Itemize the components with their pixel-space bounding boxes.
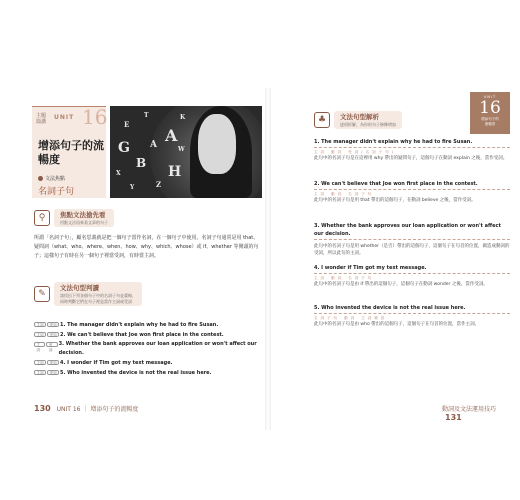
unit-title: 增添句子的流暢度 xyxy=(38,139,104,166)
photo-letter: A xyxy=(150,140,157,150)
left-footer: 130 UNIT 16 ｜ 增添句子的流暢度 xyxy=(34,404,139,413)
photo-letter: B xyxy=(136,156,147,170)
side-number: 16 xyxy=(479,98,501,118)
focus-section-head xyxy=(34,208,114,228)
practice-title: 文法句型判讀 xyxy=(60,284,99,292)
cards-icon: ♣ xyxy=(314,112,330,128)
subject-tag: 主詞 xyxy=(34,322,46,327)
footer-title: 增添句子的流暢度 xyxy=(90,406,139,413)
photo-letter: H xyxy=(168,164,182,180)
focus-title: 焦點文法搶先看 xyxy=(60,211,106,219)
photo-letter: X xyxy=(116,170,121,177)
photo-letter: G xyxy=(118,140,130,156)
object-tag: 受詞 xyxy=(47,360,59,365)
subject-tag: 主詞 xyxy=(34,360,46,365)
photo-letter: T xyxy=(144,112,149,119)
book-gutter xyxy=(265,88,271,430)
photo-face xyxy=(198,114,236,174)
analysis-subtitle: 逐項拆解，為你的句子修飾增加 xyxy=(340,122,396,127)
photo-letter: Y xyxy=(130,184,135,191)
photo-letter: E xyxy=(124,120,130,129)
object-tag: 受詞 xyxy=(47,322,59,327)
page-number: 131 xyxy=(445,413,462,422)
intro-paragraph: 所謂「名詞子句」，顧名思義就是把一個句子當作名詞，在一個句子中使用。名詞子句通常是用 that、疑問詞（what、who、where、when、how、why、which、whose）或 if、whether 等開頭的句子；這樣句子有時在另一個句子裡當受詞，有時當主詞。 xyxy=(34,235,259,259)
clipboard-icon: ✎ xyxy=(34,286,50,302)
practice-section-head xyxy=(34,284,142,304)
unit-word: UNIT xyxy=(54,114,75,121)
grammar-focus xyxy=(38,175,65,182)
subject-tag: 主詞 xyxy=(34,370,46,375)
photo-letter: W xyxy=(178,146,185,153)
book-spread xyxy=(22,88,510,430)
focus-subtitle: 用點文法再來看文章的句子 xyxy=(60,220,108,225)
grammar-topic: 名詞子句 xyxy=(38,187,75,197)
list-item: 主詞 受詞 4. I wonder if Tim got my text message. xyxy=(34,358,262,368)
right-page xyxy=(272,88,510,430)
side-text: 增添句子的 流暢度 xyxy=(481,117,499,126)
unit-side-tab xyxy=(470,92,510,134)
practice-subtitle: 請找出下列各個句子中的名詞子句並畫線， 同時判斷它們在句子裡是當作主詞或受詞 xyxy=(60,293,136,304)
page-number: 130 xyxy=(34,404,51,413)
object-tag: 受詞 xyxy=(46,342,57,347)
photo-letter: K xyxy=(180,114,186,121)
footer-unit: UNIT 16 xyxy=(56,406,81,413)
side-unit: UNIT xyxy=(483,95,497,99)
analysis-item: 5. Who invented the device is not the real issue here. 名詞子句 動詞 主詞補語 此句中的名詞子句是由 who 帶出的這個句子，這個句子在句首的位置，當作主詞。 xyxy=(314,304,510,328)
object-tag: 受詞 xyxy=(47,332,59,337)
bullet-icon xyxy=(38,176,43,181)
subject-tag: 主詞 xyxy=(34,332,46,337)
analysis-item: 2. We can't believe that Joe won first place in the contest. 主詞 動詞 名詞子句 此句中的名詞子句是用 that 帶出的這個句子，在動詞 believe 之後，當作受詞。 xyxy=(314,180,510,204)
right-footer xyxy=(442,404,510,422)
subject-tag: 主詞 xyxy=(34,342,45,347)
list-item: 主詞 受詞 3. Whether the bank approves our loan application or won't affect our decision. xyxy=(34,340,262,358)
practice-list xyxy=(34,320,262,378)
magnifier-icon: ⚲ xyxy=(34,210,50,226)
analysis-section-head xyxy=(314,110,402,130)
photo-letter: A xyxy=(165,126,178,145)
left-page xyxy=(22,88,264,430)
object-tag: 受詞 xyxy=(47,370,59,375)
unit-photo xyxy=(110,106,262,198)
list-item: 主詞 受詞 5. Who invented the device is not the real issue here. xyxy=(34,368,262,378)
list-item: 主詞 受詞 1. The manager didn't explain why he had to fire Susan. xyxy=(34,320,262,330)
analysis-item: 1. The manager didn't explain why he had to fire Susan. 主詞 動詞 受詞(名詞子句) 此句中的名詞子句是在這裡用 why 帶出的疑問句子，這個句子在動詞 explain 之後，當作受詞。 xyxy=(314,138,510,162)
analysis-item: 3. Whether the bank approves our loan application or won't affect our decision. 此句中的名詞子句是用 whether（是否）帶出的這個句子，這個句子在句首的位置，做造成動詞的受詞，所以此句的主詞。 xyxy=(314,223,510,256)
unit-number: 16 xyxy=(82,105,108,129)
photo-letter: Z xyxy=(156,180,162,189)
analysis-item: 4. I wonder if Tim got my text message. 主詞 動詞 名詞子句 此句中的名詞子句是由 if 帶出的這個句子，這個句子在動詞 wonder 之後，當作受詞。 xyxy=(314,264,510,288)
list-item: 主詞 受詞 2. We can't believe that Joe won first place in the contest. xyxy=(34,330,262,340)
grammar-label: 文法焦點 xyxy=(45,176,66,182)
analysis-title: 文法句型解析 xyxy=(340,113,379,121)
unit-label: 主題 篇講 xyxy=(36,113,47,125)
unit-header-box xyxy=(32,106,106,198)
footer-title: 動詞及文法運用技巧 xyxy=(442,406,497,413)
